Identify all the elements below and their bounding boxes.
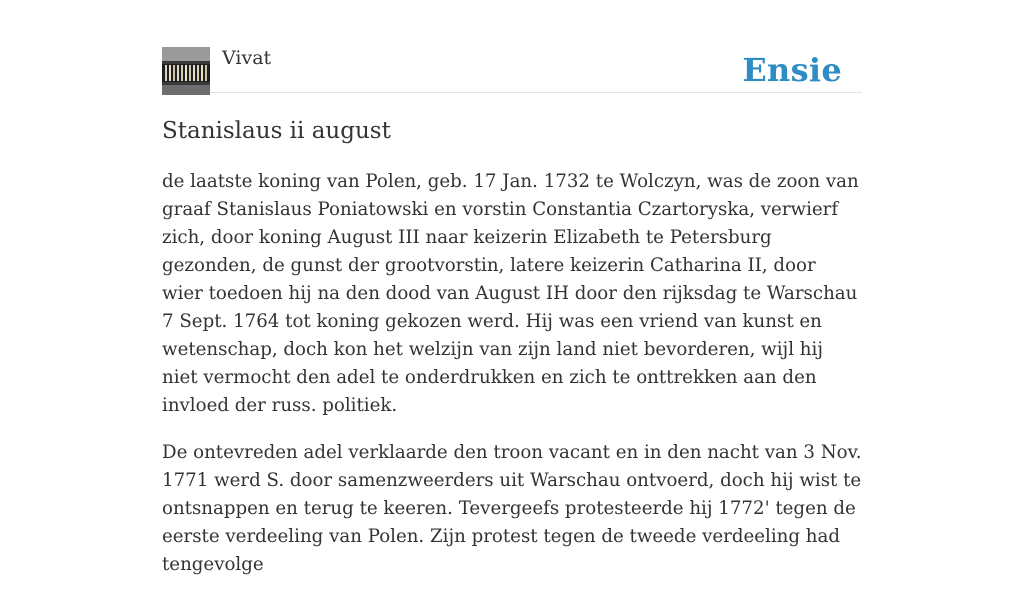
article-body — [162, 168, 862, 598]
brand-logo[interactable]: Ensie — [742, 51, 842, 89]
article-paragraph: de laatste koning van Polen, geb. 17 Jan. 1732 te Wolczyn, was de zoon van graaf Stanislaus Poniatowski en vorstin Constantia Czartoryska, verwierf zich, door koning August III naar keizerin Elizabeth te Petersburg gezonden, de gunst der grootvorstin, latere keizerin Catharina II, door wier toedoen hij na den dood van August IH door den rijksdag te Warschau 7 Sept. 1764 tot koning gekozen werd. Hij was een vriend van kunst en wetenschap, doch kon het welzijn van zijn land niet bevorderen, wijl hij niet vermocht den adel te onderdrukken en zich te onttrekken aan den invloed der russ. politiek. — [162, 171, 859, 416]
author-name[interactable]: Vivat — [222, 47, 272, 69]
article-title: Stanislaus ii august — [162, 118, 391, 144]
author-avatar[interactable] — [162, 47, 210, 95]
bookshelf-avatar-icon — [162, 47, 210, 95]
article-page — [162, 0, 862, 575]
article-paragraph: De ontevreden adel verklaarde den troon vacant en in den nacht van 3 Nov. 1771 werd S. door samenzweerders uit Warschau ontvoerd, doch hij wist te ontsnappen en terug te keeren. Tevergeefs protesteerde hij 1772' tegen de eerste verdeeling van Polen. Zijn protest tegen de tweede verdeeling had tengevolge — [162, 442, 862, 575]
header — [162, 0, 862, 93]
